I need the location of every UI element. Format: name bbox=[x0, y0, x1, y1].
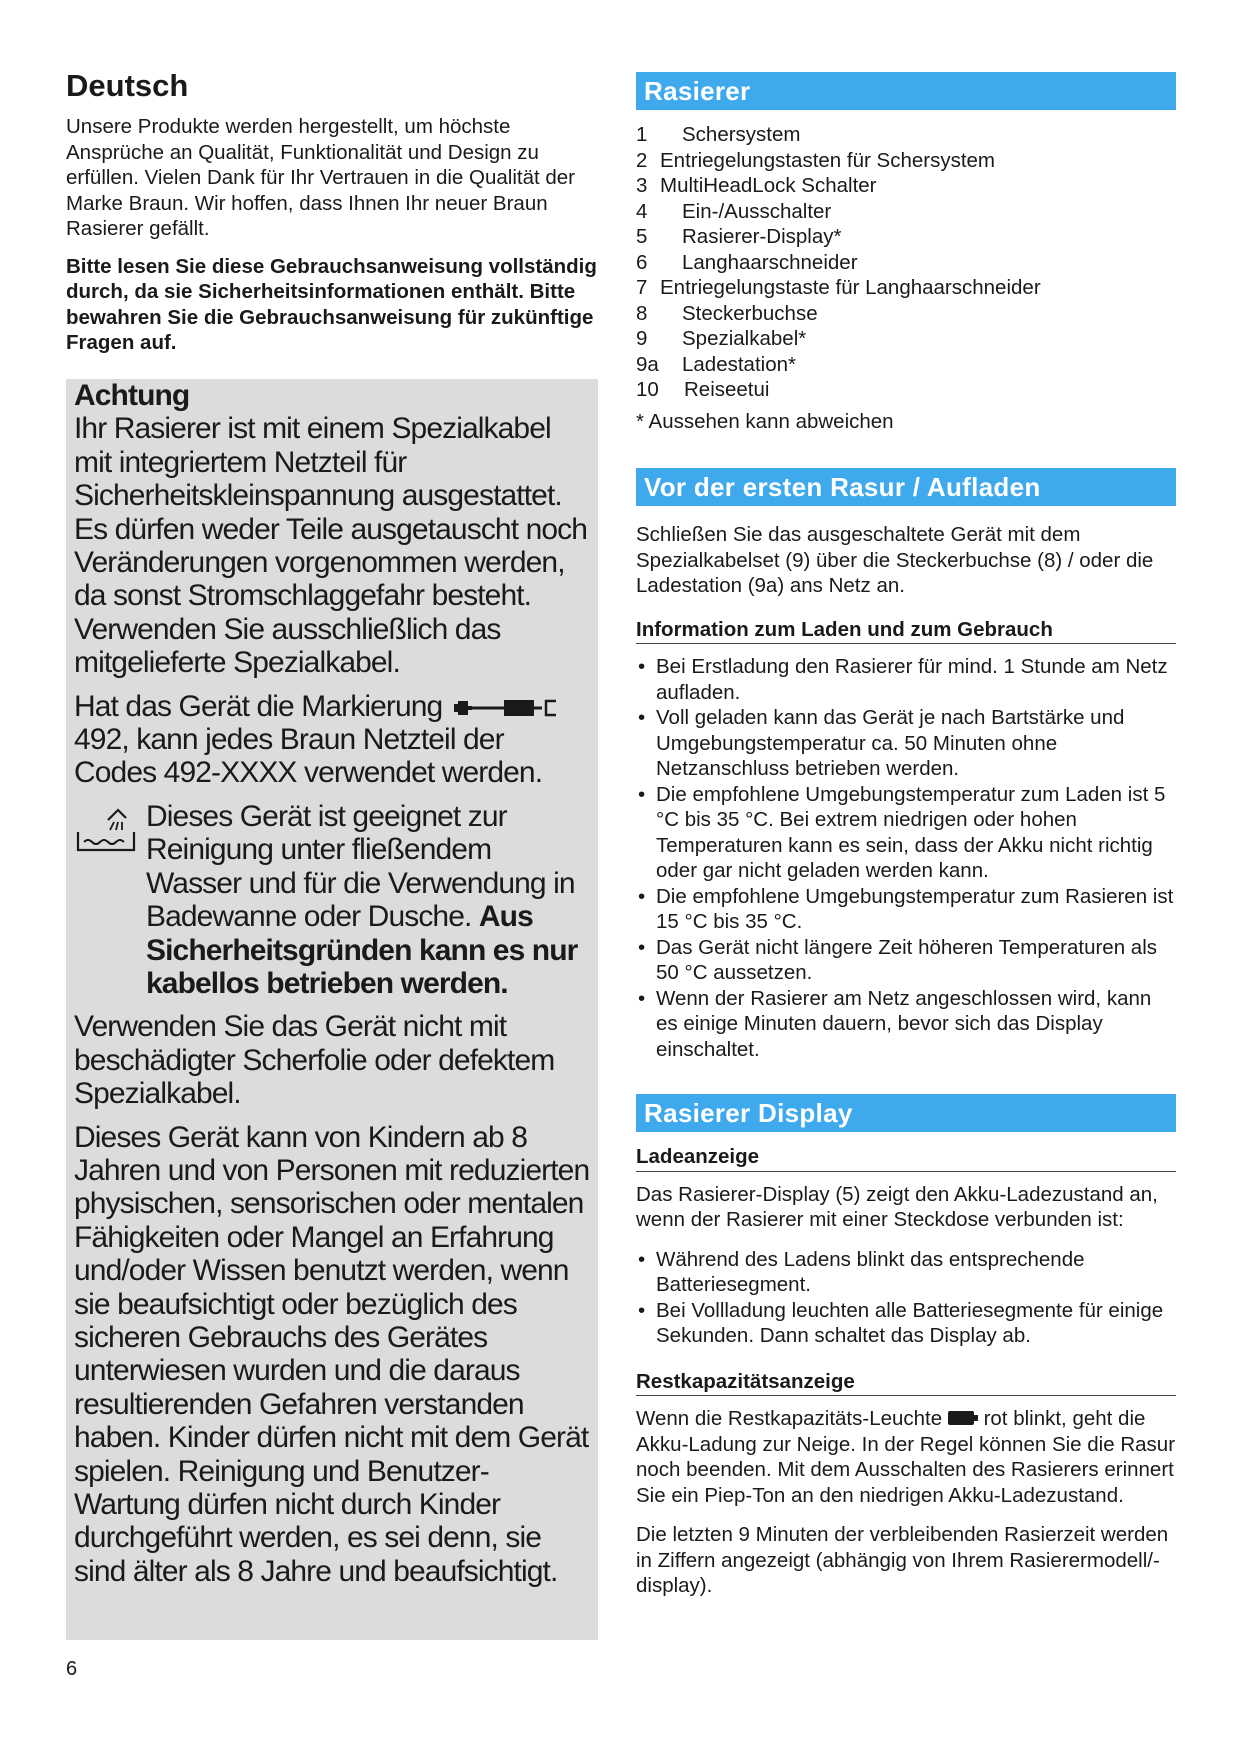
section-heading-charging: Vor der ersten Rasur / Aufladen bbox=[636, 468, 1176, 506]
list-item: • Wenn der Rasierer am Netz angeschlossen wird, kann es einige Minuten dauern, bevor sich das Display einschaltet. bbox=[636, 986, 1176, 1063]
water-usage-bold: Aus Sicherheitsgründen kann es nur kabellos betrieben werden. bbox=[146, 900, 578, 1000]
list-item: • Die empfohlene Umgebungstemperatur zum Rasieren ist 15 °C bis 35 °C. bbox=[636, 884, 1176, 935]
part-label: Entriegelungstasten für Schersystem bbox=[660, 148, 995, 172]
right-column bbox=[636, 72, 1176, 1609]
page-number: 6 bbox=[66, 1658, 78, 1680]
part-number: 9 bbox=[636, 327, 648, 350]
part-number: 2 bbox=[636, 148, 648, 172]
part-label: Rasierer-Display* bbox=[682, 225, 842, 248]
list-item bbox=[636, 326, 1176, 352]
part-label: Spezialkabel* bbox=[682, 327, 807, 350]
intro-bold-paragraph: Bitte lesen Sie diese Gebrauchsanweisung vollständig durch, da sie Sicherheitsinformationen enthält. Bitte bewahren Sie die Gebrauchsanweisung für zukünftige Fragen auf. bbox=[66, 254, 597, 354]
part-label: Entriegelungstaste für Langhaarschneider bbox=[660, 276, 1041, 299]
warning-title: Achtung bbox=[74, 379, 190, 412]
list-item: • Voll geladen kann das Gerät je nach Bartstärke und Umgebungstemperatur ca. 50 Minuten ohne Netzanschluss betrieben werden. bbox=[636, 705, 1176, 782]
list-item: • Bei Erstladung den Rasierer für mind. 1 Stunde am Netz aufladen. bbox=[636, 654, 1176, 705]
part-number: 4 bbox=[636, 199, 648, 223]
warning-box bbox=[66, 379, 598, 1640]
water-usage-text bbox=[146, 800, 590, 1000]
battery-icon bbox=[948, 1410, 978, 1426]
section-heading-display: Rasierer Display bbox=[636, 1094, 1176, 1132]
list-item: • Die empfohlene Umgebungstemperatur zum Laden ist 5 °C bis 35 °C. Bei extrem niedrigen oder hohen Temperaturen kann es sein, dass der Akku nicht richtig oder gar nicht geladen werden kann. bbox=[636, 782, 1176, 884]
list-item bbox=[636, 148, 1176, 174]
part-label: Ein-/Ausschalter bbox=[682, 199, 832, 223]
part-number: 5 bbox=[636, 225, 648, 248]
charging-bullets bbox=[636, 654, 1176, 1062]
part-number: 9a bbox=[636, 352, 659, 376]
part-number: 7 bbox=[636, 276, 648, 299]
list-item bbox=[636, 122, 1176, 148]
list-item bbox=[636, 377, 1176, 403]
part-label: Ladestation* bbox=[682, 352, 796, 376]
display-charge-paragraph: Das Rasierer-Display (5) zeigt den Akku-Ladezustand an, wenn der Rasierer mit einer Steckdose verbunden ist: bbox=[636, 1182, 1158, 1231]
part-number: 10 bbox=[636, 378, 659, 401]
part-number: 8 bbox=[636, 301, 648, 325]
warning-paragraph-cable: Ihr Rasierer ist mit einem Spezialkabel mit integriertem Netzteil für Sicherheitskleinspannung ausgestattet. Es dürfen weder Teile ausgetauscht noch Veränderungen vorgenommen werden, da sonst Stromschlaggefahr besteht. Verwenden Sie ausschließlich das mitgelieferte Spezialkabel. bbox=[74, 412, 588, 680]
part-label: Steckerbuchse bbox=[682, 301, 818, 325]
display-subheading-charge: Ladeanzeige bbox=[636, 1144, 1176, 1172]
water-usage-row bbox=[74, 800, 590, 1000]
list-item: • Bei Vollladung leuchten alle Batteriesegmente für einige Sekunden. Dann schaltet das Display ab. bbox=[636, 1298, 1176, 1349]
part-label: Langhaarschneider bbox=[682, 250, 858, 274]
display-minutes-paragraph: Die letzten 9 Minuten der verbleibenden Rasierzeit werden in Ziffern angezeigt (abhängig von Ihrem Rasierermodell/-display). bbox=[636, 1523, 1169, 1597]
language-title: Deutsch bbox=[66, 68, 189, 103]
warning-paragraph-foil: Verwenden Sie das Gerät nicht mit beschädigter Scherfolie oder defektem Spezialkabel. bbox=[74, 1010, 555, 1111]
list-item bbox=[636, 199, 1176, 225]
list-item bbox=[636, 224, 1176, 250]
marking-text-after: 492, kann jedes Braun Netzteil der Codes 492-XXXX verwendet werden. bbox=[74, 723, 543, 790]
marking-text-before: Hat das Gerät die Markierung bbox=[74, 689, 443, 723]
display-remaining-paragraph bbox=[636, 1406, 1176, 1508]
intro-paragraph: Unsere Produkte werden hergestellt, um höchste Ansprüche an Qualität, Funktionalität und Design zu erfüllen. Vielen Dank für Ihr Vertrauen in die Qualität der Marke Braun. Wir hoffen, dass Ihnen Ihr neuer Braun Rasierer gefällt. bbox=[66, 115, 575, 240]
remaining-text-before: Wenn die Restkapazitäts-Leuchte bbox=[636, 1407, 943, 1430]
water-usage-normal: Dieses Gerät ist geeignet zur Reinigung unter fließendem Wasser und für die Verwendung in Badewanne oder Dusche. bbox=[146, 799, 575, 934]
part-label: Reiseetui bbox=[684, 378, 770, 401]
part-label: Schersystem bbox=[682, 123, 801, 146]
charging-subheading: Information zum Laden und zum Gebrauch bbox=[636, 617, 1176, 645]
part-number: 3 bbox=[636, 174, 648, 197]
list-item bbox=[636, 250, 1176, 276]
part-label: MultiHeadLock Schalter bbox=[660, 174, 877, 197]
warning-paragraph-marking bbox=[74, 690, 590, 790]
list-item bbox=[636, 352, 1176, 378]
list-item bbox=[636, 275, 1176, 301]
list-item: • Während des Ladens blinkt das entsprechende Batteriesegment. bbox=[636, 1247, 1176, 1298]
charging-intro: Schließen Sie das ausgeschaltete Gerät mit dem Spezialkabelset (9) über die Steckerbuchse (8) / oder die Ladestation (9a) ans Netz an. bbox=[636, 523, 1154, 597]
section-heading-rasierer: Rasierer bbox=[636, 72, 1176, 110]
list-item bbox=[636, 301, 1176, 327]
shower-bath-icon bbox=[74, 806, 140, 858]
parts-list bbox=[636, 122, 1176, 403]
parts-footnote: * Aussehen kann abweichen bbox=[636, 409, 894, 433]
part-number: 1 bbox=[636, 123, 648, 146]
left-column bbox=[66, 66, 598, 356]
power-supply-icon bbox=[450, 696, 562, 720]
display-bullets bbox=[636, 1247, 1176, 1349]
remaining-text-after: rot blinkt, geht die Akku-Ladung zur Neige. In der Regel können Sie die Rasur noch beenden. Mit dem Ausschalten des Rasierers erinnert Sie ein Piep-Ton an den niedrigen Akku-Ladezustand. bbox=[636, 1407, 1176, 1507]
warning-paragraph-children: Dieses Gerät kann von Kindern ab 8 Jahren und von Personen mit reduzierten physischen, sensorischen oder mentalen Fähigkeiten oder Mangel an Erfahrung und/oder Wissen benutzt werden, wenn sie beaufsichtigt oder bezüglich des sicheren Gebrauchs des Gerätes unterwiesen wurden und die daraus resultierenden Gefahren verstanden haben. Kinder dürfen nicht mit dem Gerät spielen. Reinigung und Benutzer-Wartung dürfen nicht durch Kinder durchgeführt werden, es sei denn, sie sind älter als 8 Jahre und beaufsichtigt. bbox=[74, 1120, 590, 1588]
list-item bbox=[636, 173, 1176, 199]
part-number: 6 bbox=[636, 250, 648, 274]
display-subheading-remaining: Restkapazitätsanzeige bbox=[636, 1369, 1176, 1397]
list-item: • Das Gerät nicht längere Zeit höheren Temperaturen als 50 °C aussetzen. bbox=[636, 935, 1176, 986]
